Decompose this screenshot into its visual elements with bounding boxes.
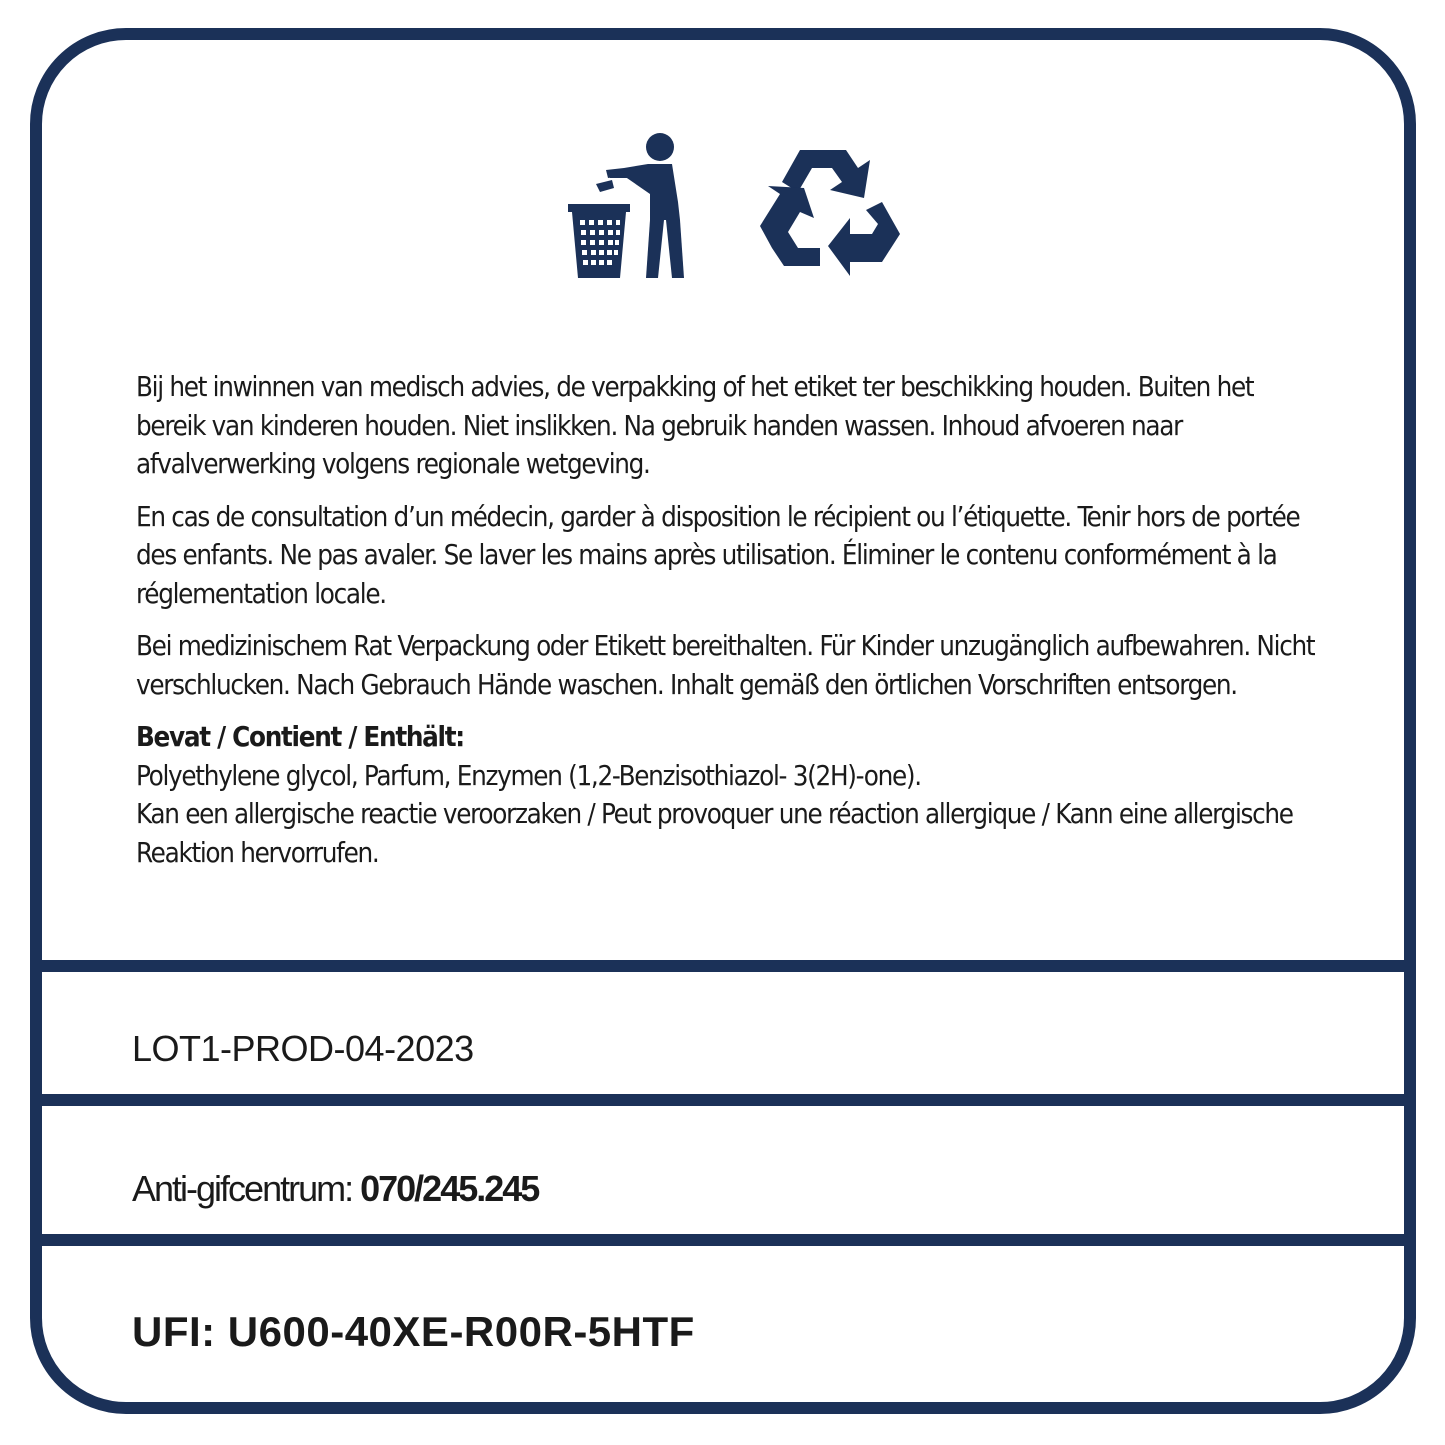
recycle-icon — [754, 138, 902, 278]
divider-band — [42, 960, 1404, 972]
icons-row — [42, 130, 1404, 290]
ufi-code: UFI: U600-40XE-R00R-5HTF — [132, 1308, 695, 1355]
safety-text-block — [136, 368, 1326, 886]
contains-heading: Bevat / Contient / Enthält: — [136, 721, 464, 753]
divider-band — [42, 1094, 1404, 1106]
warning-fr: En cas de consultation d’un médecin, garder à disposition le récipient ou l’étiquette. Tenir hors de portée des enfants. Ne pas avaler. Se laver les mains après utilisation. Éliminer le contenu conformément à la réglementation locale. — [136, 500, 1300, 610]
divider-band — [42, 1234, 1404, 1246]
contains-section — [136, 718, 1326, 872]
allergy-text: Kan een allergische reactie veroorzaken / Peut provoquer une réaction allergique / Kann eine allergische Reaktion hervorrufen. — [136, 798, 1293, 869]
warning-de: Bei medizinischem Rat Verpackung oder Etikett bereithalten. Für Kinder unzugänglich aufbewahren. Nicht verschlucken. Nach Gebrauch Hände waschen. Inhalt gemäß den örtlichen Vorschriften entsorgen. — [136, 630, 1315, 701]
label-frame — [30, 28, 1416, 1414]
lot-number: LOT1-PROD-04-2023 — [132, 1028, 474, 1069]
person-throwing-in-bin-icon — [566, 132, 698, 278]
poison-center-line — [132, 1168, 538, 1210]
ingredients-text: Polyethylene glycol, Parfum, Enzymen (1,2-Benzisothiazol- 3(2H)-one). — [136, 759, 921, 792]
warning-nl: Bij het inwinnen van medisch advies, de verpakking of het etiket ter beschikking houden. Buiten het bereik van kinderen houden. Niet inslikken. Na gebruik handen wassen. Inhoud afvoeren naar afvalverwerking volgens regionale wetgeving. — [136, 371, 1254, 480]
poison-center-label: Anti-gifcentrum: — [132, 1168, 353, 1209]
poison-center-number: 070/245.245 — [360, 1168, 539, 1209]
